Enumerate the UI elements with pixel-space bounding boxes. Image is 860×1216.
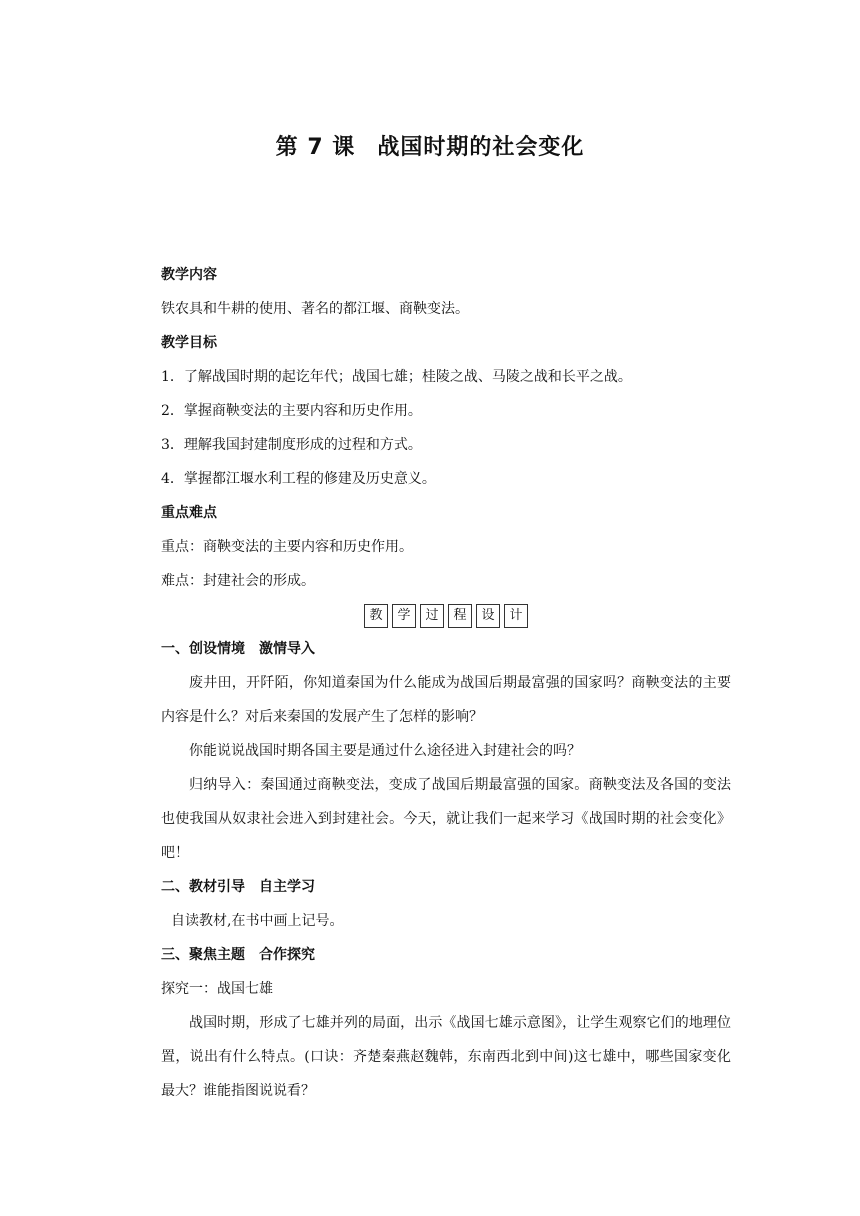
process-box: 程 [448,604,472,628]
page-title [0,130,860,161]
section1-heading: 一、创设情境 激情导入 [161,641,315,657]
process-box: 过 [420,604,444,628]
teaching-content-heading: 教学内容 [161,267,217,283]
section2-paragraph: 自读教材,在书中画上记号。 [171,913,344,929]
lesson-title: 战国时期的社会变化 [377,135,585,160]
lesson-number: 第 7 课 [275,135,356,160]
teaching-content-text: 铁农具和牛耕的使用、著名的都江堰、商鞅变法。 [161,301,469,317]
section1-paragraph: 废井田，开阡陌，你知道秦国为什么能成为战国后期最富强的国家吗？商鞅变法的主要内容是什么？对后来秦国的发展产生了怎样的影响？ [161,675,731,725]
section1-paragraph: 归纳导入：秦国通过商鞅变法，变成了战国后期最富强的国家。商鞅变法及各国的变法也使我国从奴隶社会进入到封建社会。今天，就让我们一起来学习《战国时期的社会变化》吧！ [161,777,731,861]
process-box: 学 [392,604,416,628]
process-box: 设 [476,604,500,628]
difficult-point-text: 难点：封建社会的形成。 [161,573,315,589]
section2-heading: 二、教材引导 自主学习 [161,879,315,895]
process-design-banner [161,598,731,632]
goal-item: 1．了解战国时期的起讫年代；战国七雄；桂陵之战、马陵之战和长平之战。 [161,369,632,385]
teaching-goals-heading: 教学目标 [161,335,217,351]
section3-subheading: 探究一：战国七雄 [161,981,273,997]
goal-item: 2．掌握商鞅变法的主要内容和历史作用。 [161,403,422,419]
goal-item: 3．理解我国封建制度形成的过程和方式。 [161,437,422,453]
goal-item: 4．掌握都江堰水利工程的修建及历史意义。 [161,471,436,487]
section3-paragraph: 战国时期，形成了七雄并列的局面，出示《战国七雄示意图》，让学生观察它们的地理位置，说出有什么特点。(口诀：齐楚秦燕赵魏韩，东南西北到中间)这七雄中，哪些国家变化最大？谁能指图说说看？ [161,1015,731,1099]
section3-heading: 三、聚焦主题 合作探究 [161,947,315,963]
process-box: 计 [504,604,528,628]
key-point-text: 重点：商鞅变法的主要内容和历史作用。 [161,539,413,555]
document-body [161,258,731,1108]
process-box: 教 [364,604,388,628]
section1-paragraph: 你能说说战国时期各国主要是通过什么途径进入封建社会的吗？ [189,743,581,759]
key-points-heading: 重点难点 [161,505,217,521]
